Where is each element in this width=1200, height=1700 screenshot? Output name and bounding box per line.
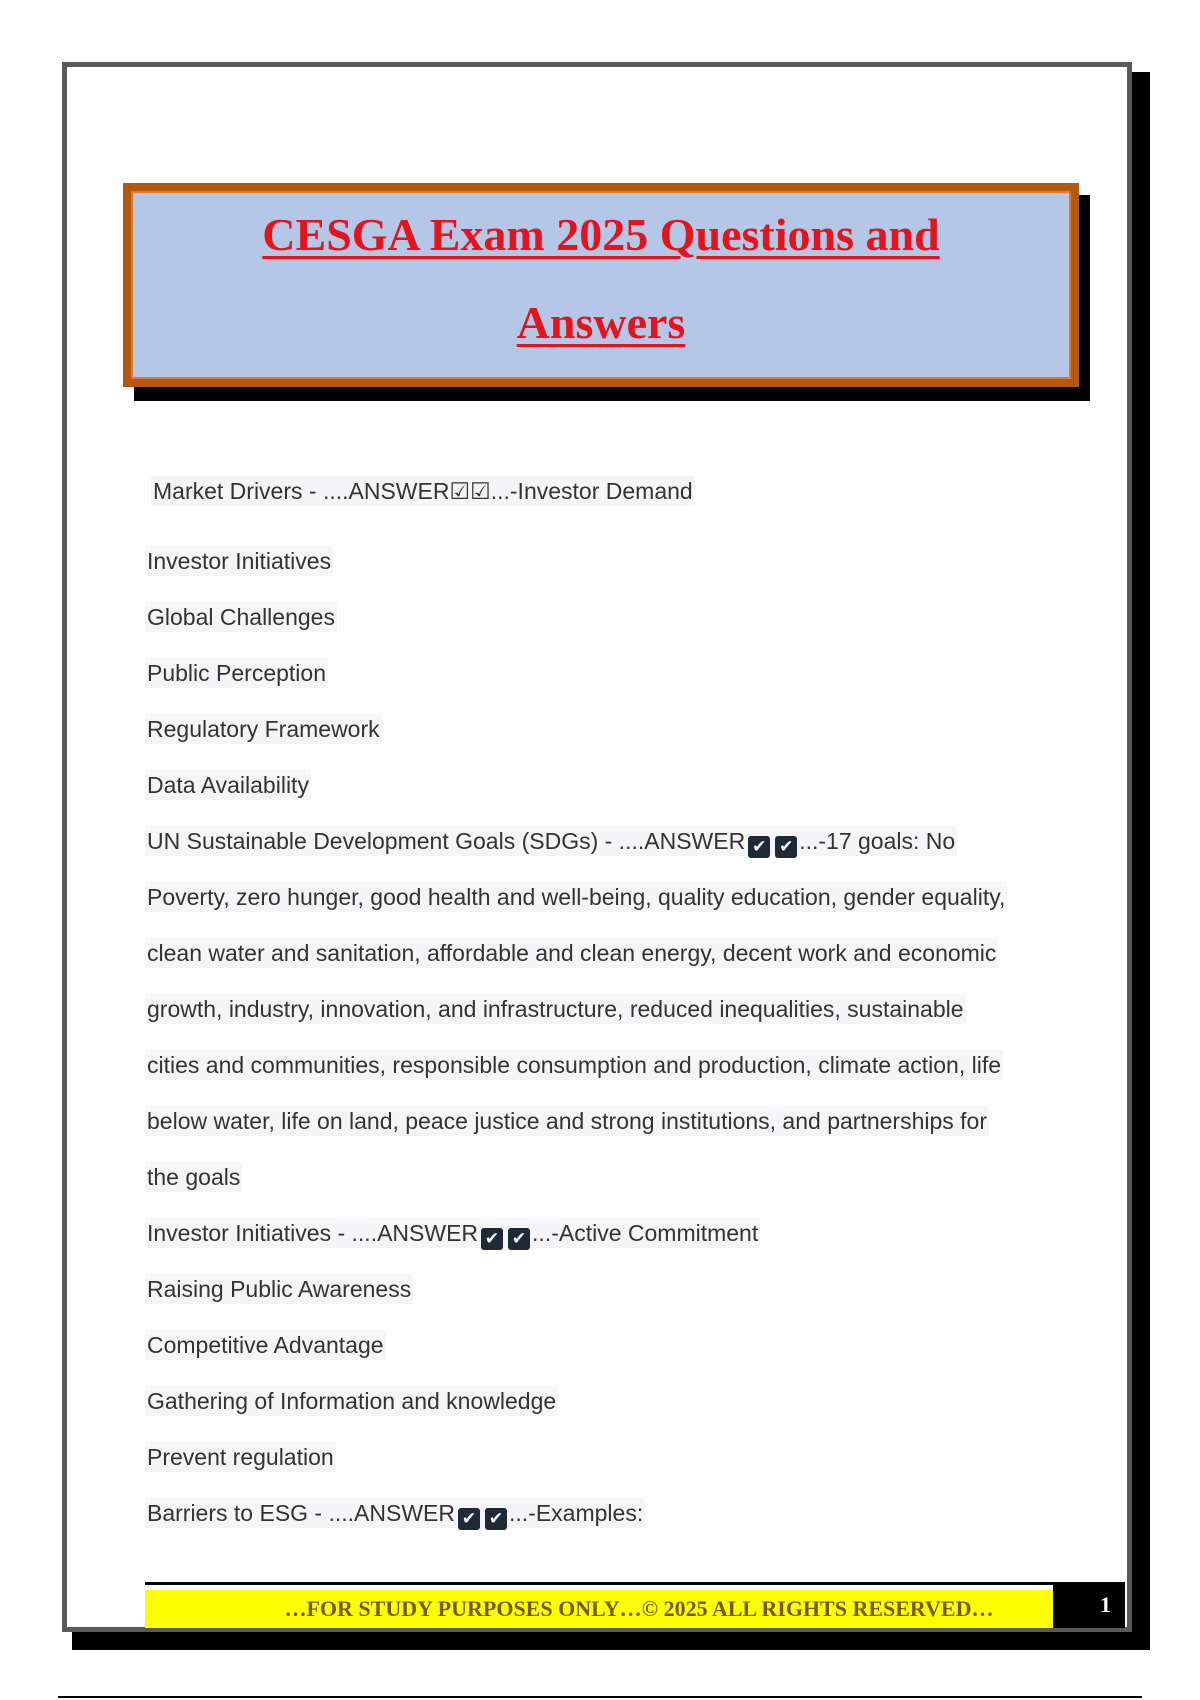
list-item: Investor Initiatives (147, 548, 332, 574)
title-box (123, 183, 1079, 387)
sdg-answer-line: below water, life on land, peace justice and strong institutions, and partnerships for (147, 1108, 987, 1134)
checkmark-icon: ✔ (458, 1508, 480, 1530)
document-body (145, 463, 1065, 1541)
sdg-answer-line: clean water and sanitation, affordable and clean energy, decent work and economic (147, 940, 997, 966)
sdg-answer-line: the goals (147, 1164, 241, 1190)
list-item: Data Availability (147, 772, 309, 798)
market-drivers-question: Market Drivers - ....ANSWER☑☑...-Investor Demand (153, 478, 693, 504)
checkmark-icon: ✔ (508, 1228, 530, 1250)
page-number: 1 (1053, 1582, 1125, 1628)
checkmark-icon: ✔ (481, 1228, 503, 1250)
list-item: Global Challenges (147, 604, 335, 630)
list-item: Public Perception (147, 660, 326, 686)
sdg-answer-line: Poverty, zero hunger, good health and well-being, quality education, gender equality, (147, 884, 1006, 910)
list-item: Competitive Advantage (147, 1332, 384, 1358)
sdg-question: UN Sustainable Development Goals (SDGs) - ....ANSWER ✔ ✔ ...-17 goals: No (147, 828, 956, 856)
document-title-line1: CESGA Exam 2025 Questions and (262, 209, 940, 260)
document-title-line2: Answers (516, 297, 686, 348)
list-item: Regulatory Framework (147, 716, 380, 742)
list-item: Gathering of Information and knowledge (147, 1388, 557, 1414)
checkmark-icon: ✔ (485, 1508, 507, 1530)
list-item: Raising Public Awareness (147, 1276, 412, 1302)
investor-initiatives-question: Investor Initiatives - ....ANSWER ✔ ✔ ...-Active Commitment (147, 1220, 759, 1248)
footer-divider (145, 1582, 1053, 1585)
sdg-answer-line: growth, industry, innovation, and infrastructure, reduced inequalities, sustainable (147, 996, 964, 1022)
page-bottom-divider (58, 1696, 1142, 1698)
check-box-icon: ☑☑ (449, 478, 491, 504)
checkmark-icon: ✔ (748, 836, 770, 858)
barriers-question: Barriers to ESG - ....ANSWER ✔ ✔ ...-Examples: (147, 1500, 644, 1528)
list-item: Prevent regulation (147, 1444, 334, 1470)
footer-notice: …FOR STUDY PURPOSES ONLY…© 2025 ALL RIGHTS RESERVED… (145, 1590, 1053, 1628)
checkmark-icon: ✔ (775, 836, 797, 858)
sdg-answer-line: cities and communities, responsible consumption and production, climate action, life (147, 1052, 1001, 1078)
